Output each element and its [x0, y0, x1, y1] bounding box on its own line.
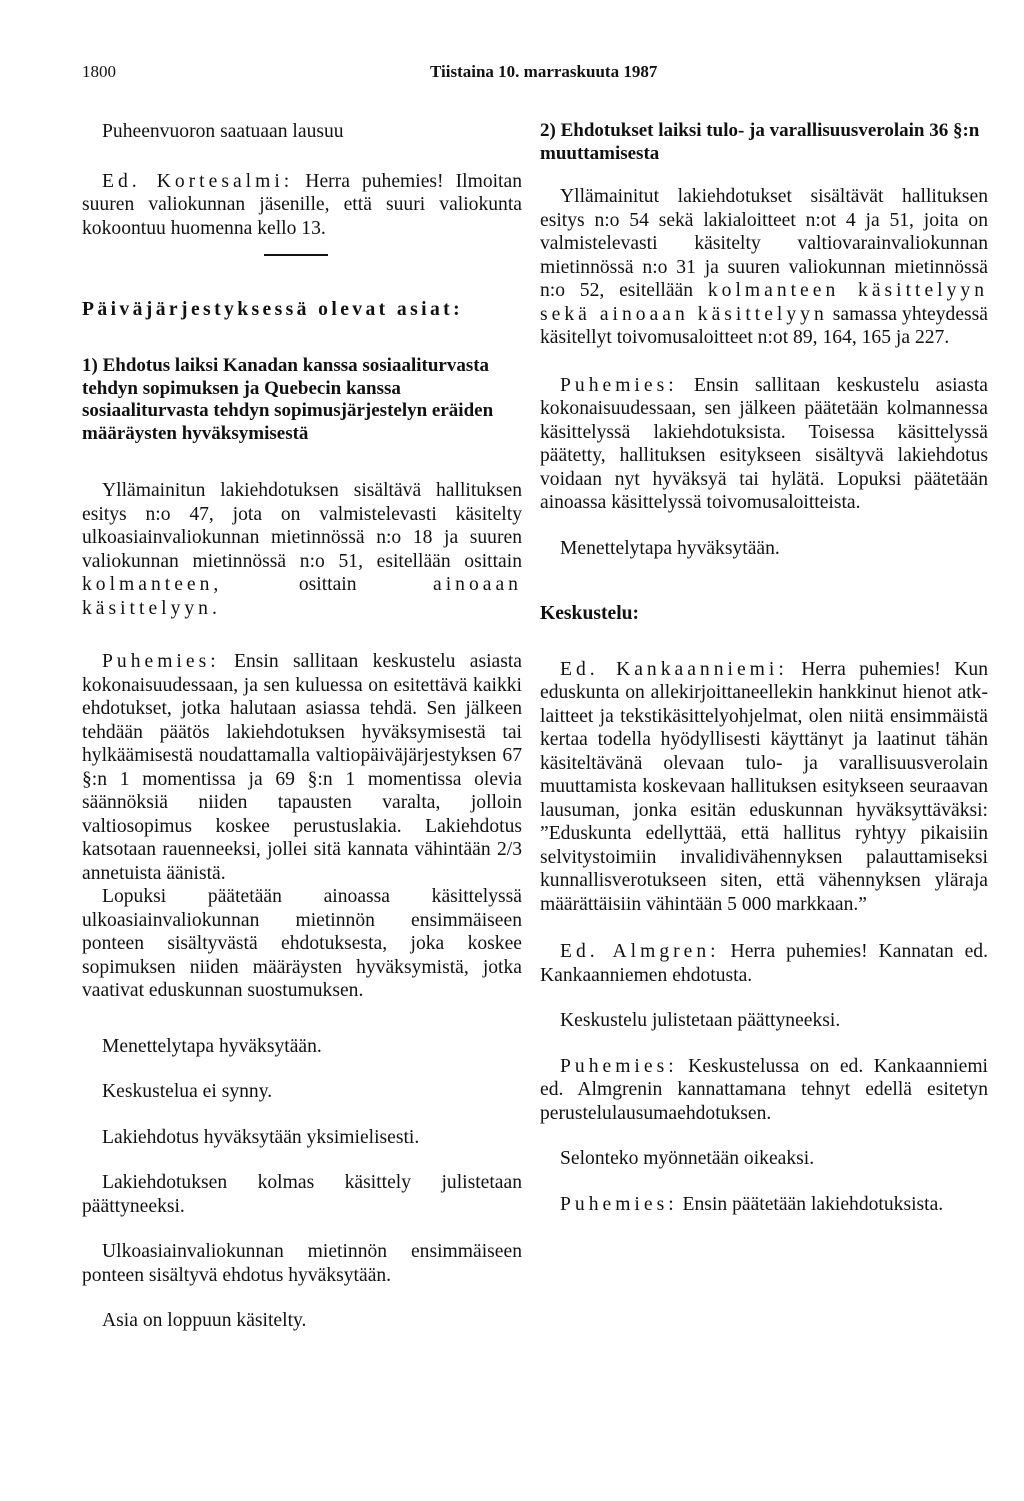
speech-intro: Puheenvuoron saatuaan lausuu [102, 121, 344, 142]
item-text-spaced: kolmanteen käsittelyyn sekä ainoaan käsittelyyn [540, 280, 988, 325]
left-column [82, 120, 522, 1333]
item-text: osittain [298, 574, 357, 595]
speech-text: Herra puhemies! Kannatan ed. Kankaanniemen ehdotusta. [540, 941, 989, 986]
speaker-name: Ed. Almgren: [560, 941, 720, 962]
speech-text: Herra puhemies! Ilmoitan suuren valiokunnan jäsenille, että suuri valiokunta kokoontuu huomenna kello 13. [82, 170, 522, 239]
item-text: Yllämainitut lakiehdotukset sisältävät hallituksen esitys n:o 54 sekä lakialoitteet n:ot 4 ja 51, joita on valmistelevasti käsitelty valtiovarainvaliokunnan mietinnössä n:o 31 ja suuren valiokunnan mietinnössä n:o 52, esitellään [540, 186, 988, 301]
decision-line: Keskustelu julistetaan päättyneeksi. [560, 1010, 841, 1031]
puhemies-speech [82, 650, 522, 885]
speaker-name: Ed. Kortesalmi: [102, 170, 294, 192]
puhemies-speech [540, 374, 988, 515]
speech-text: Keskustelussa on ed. Kankaanniemi ed. Almgrenin kannattamana tehnyt edellä esitetyn perustelulausumaehdotuksen. [540, 1055, 988, 1124]
speech-text: Ensin sallitaan keskustelu asiasta kokonaisuudessaan, ja sen kuluessa on esitettävä kaikki ehdotukset, jotka halutaan asiassa tehdä. Sen jälkeen tehdään päätös lakiehdotuksen hyväksymisestä tai hylkäämisestä noudattamalla valtiopäiväjärjestyksen 67 §:n 1 momentissa ja 69 §:n 1 momentissa olevia säännöksiä niiden tapausten varalta, jolloin valtiosopimus koskee perustuslakia. Lakiehdotus katsotaan rauenneeksi, jollei sitä kannata vähintään 2/3 annetuista äänistä. [82, 651, 522, 884]
page-number: 1800 [82, 62, 116, 81]
agenda-item-2-title: 2) Ehdotukset laiksi tulo- ja varallisuusverolain 36 §:n muuttamisesta [540, 120, 980, 164]
discussion-heading: Keskustelu: [540, 603, 640, 624]
agenda-item-1-title: 1) Ehdotus laiksi Kanadan kanssa sosiaaliturvasta tehdyn sopimuksen ja Quebecin kanssa sosiaaliturvasta tehdyn sopimusjärjestelyn eräiden määräysten hyväksymisestä [82, 355, 494, 444]
almgren-speech [540, 940, 988, 987]
puhemies-speech-continued: Lopuksi päätetään ainoassa käsittelyssä ulkoasiainvaliokunnan mietinnön ensimmäiseen ponteen sisältyvästä ehdotuksesta, joka koskee sopimuksen niiden määräysten hyväksymistä, jotka vaativat eduskunnan suostumuksen. [82, 886, 522, 1001]
decision-line: Keskustelua ei synny. [102, 1081, 273, 1102]
decision-line: Asia on loppuun käsitelty. [102, 1310, 307, 1331]
speaker-name: Puhemies: [560, 1193, 678, 1215]
decision-line: Lakiehdotuksen kolmas käsittely julistetaan päättyneeksi. [82, 1172, 522, 1217]
decision-line: Menettelytapa hyväksytään. [102, 1035, 322, 1057]
puhemies-speech-3 [540, 1193, 988, 1217]
decision-line: Menettelytapa hyväksytään. [560, 537, 780, 559]
speech-text: Ensin sallitaan keskustelu asiasta kokonaisuudessaan, sen jälkeen päätetään kolmannessa käsittelyssä lakiehdotuksista. Toisessa käsittelyssä päätetty, hallituksen esitykseen sisältyvä lakiehdotus voidaan nyt hyväksyä tai hylätä. Lopuksi päätetään ainoassa käsittelyssä toivomusaloitteista. [540, 374, 988, 513]
kortesalmi-speech [82, 170, 522, 241]
kankaanniemi-speech [540, 658, 988, 917]
agenda-item-2-text [540, 185, 988, 350]
speech-text: Herra puhemies! Kun eduskunta on allekirjoittaneellekin hankkinut hienot atk-laitteet ja tekstikäsittelyohjelmat, olen niitä ensimmäistä kertaa todella hyödyllisesti käyttänyt ja laatinut tähän käsiteltävänä olevaan tulo- ja varallisuusverolain muuttamista koskevaan hallituksen esitykseen seuraavan lausuman, jonka esitän eduskunnan hyväksyttäväksi: ”Eduskunta edellyttää, että hallitus ryhtyy pikaisiin selvitystoimiin invalidivähennyksen palauttamiseksi kunnallisverotukseen siten, että vähennyksen yläraja määrättäisiin vähintään 5 000 markkaan.” [540, 658, 988, 915]
item-text: samassa yhteydessä käsitellyt toivomusaloitteet n:ot 89, 164, 165 ja 227. [540, 303, 988, 348]
item-text-spaced: kolmanteen, [82, 574, 223, 595]
decision-line: Selonteko myönnetään oikeaksi. [560, 1148, 815, 1169]
item-text: Yllämainitun lakiehdotuksen sisältävä hallituksen esitys n:o 47, jota on valmistelevasti käsitelty ulkoasiainvaliokunnan mietinnössä n:o 18 ja suuren valiokunnan mietinnössä n:o 51, esitellään osittain [82, 480, 522, 572]
page-date: Tiistaina 10. marraskuuta 1987 [430, 62, 658, 81]
speaker-name: Puhemies: [102, 651, 220, 672]
agenda-heading: Päiväjärjestyksessä olevat asiat: [82, 298, 464, 320]
item-text-spaced: ainoaan käsittelyyn. [82, 574, 522, 619]
speech-text: Ensin päätetään lakiehdotuksista. [682, 1193, 944, 1215]
puhemies-speech-2 [540, 1055, 988, 1126]
speaker-name: Ed. Kankaanniemi: [560, 658, 788, 680]
speaker-name: Puhemies: [560, 1055, 678, 1077]
decision-line: Ulkoasiainvaliokunnan mietinnön ensimmäiseen ponteen sisältyvä ehdotus hyväksytään. [82, 1241, 522, 1286]
speaker-name: Puhemies: [560, 374, 678, 396]
right-column [540, 120, 988, 1216]
section-divider [264, 254, 328, 256]
decision-line: Lakiehdotus hyväksytään yksimielisesti. [102, 1126, 420, 1148]
agenda-item-1-text [82, 479, 522, 620]
